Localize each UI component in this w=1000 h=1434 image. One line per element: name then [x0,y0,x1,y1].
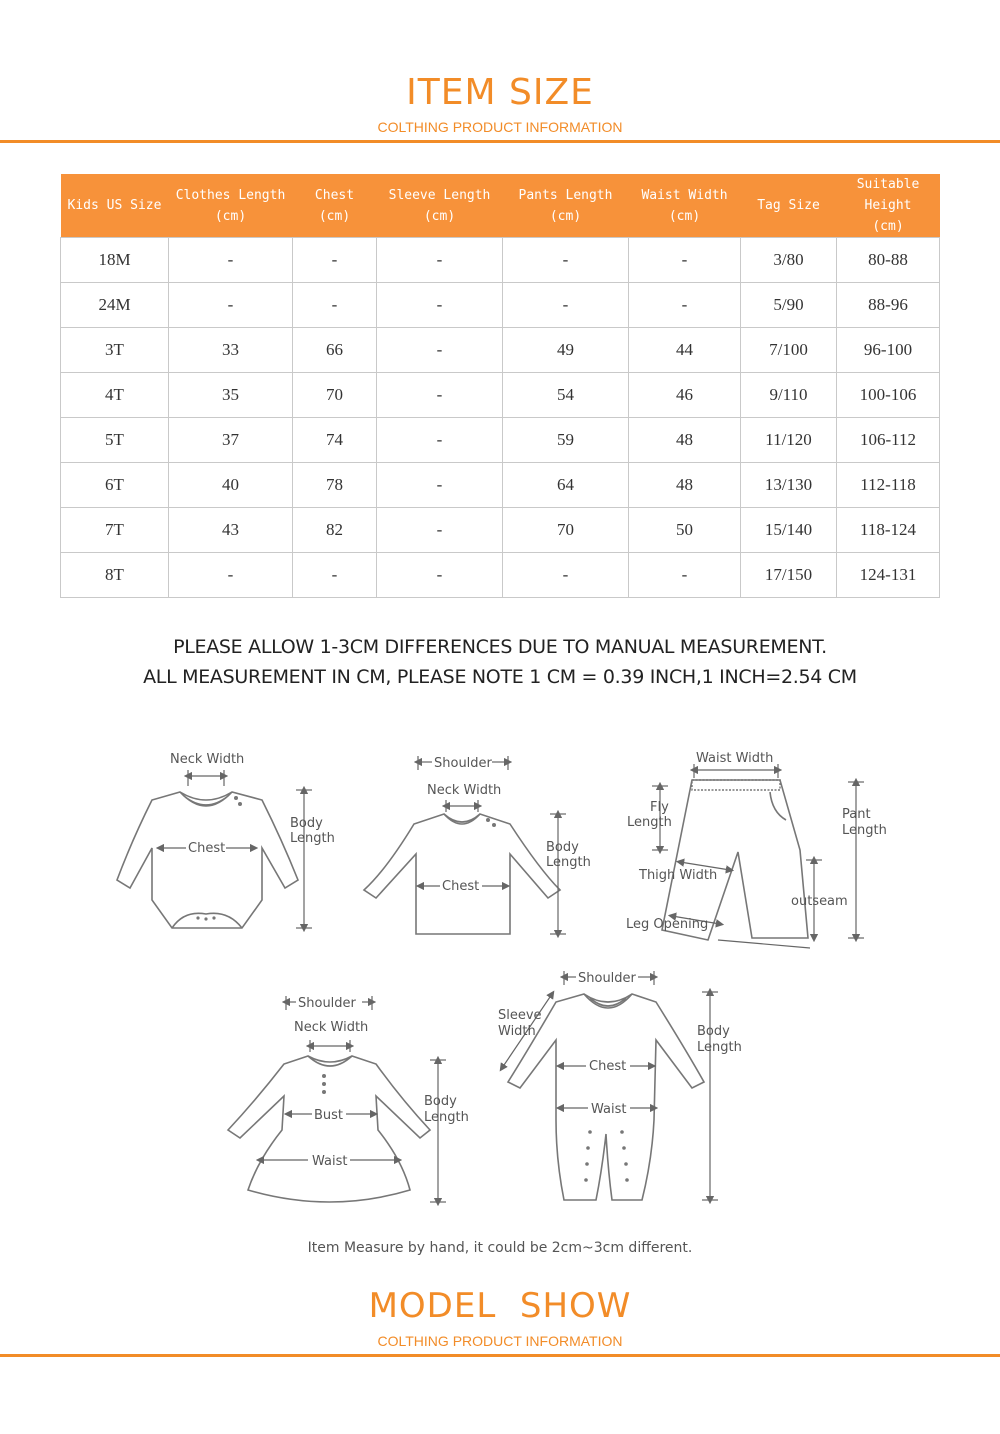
table-cell: 13/130 [741,463,837,508]
table-cell: 6T [61,463,169,508]
romper-width-label: Width [498,1024,536,1039]
pants-pocket [770,792,786,820]
header-waist-width: Waist Width (cm) [629,174,741,238]
table-row [61,508,940,553]
table-cell: 106-112 [837,418,940,463]
romper-diagram [498,971,742,1200]
table-cell: - [377,328,503,373]
table-row [61,418,940,463]
table-cell: - [629,283,741,328]
dress-bust-label: Bust [314,1108,344,1123]
table-cell: 4T [61,373,169,418]
pants-outseam-label: outseam [791,894,848,909]
shirt-shoulder-label: Shoulder [434,756,492,771]
header-tag-size: Tag Size [741,174,837,238]
table-cell: 15/140 [741,508,837,553]
table-cell: 82 [293,508,377,553]
table-cell: 70 [293,373,377,418]
table-cell: 40 [169,463,293,508]
table-cell: 5/90 [741,283,837,328]
bodysuit-leg-opening [172,913,242,928]
table-cell: - [293,238,377,283]
romper-sleeve-label: Sleeve [498,1008,542,1023]
table-cell: 7T [61,508,169,553]
romper-outline [508,994,704,1200]
table-cell: 11/120 [741,418,837,463]
dress-neck-width-label: Neck Width [294,1020,369,1035]
model-show-title: MODEL SHOW [368,1286,632,1326]
table-cell: 48 [629,463,741,508]
table-cell: 5T [61,418,169,463]
table-cell: 7/100 [741,328,837,373]
header-sleeve-length: Sleeve Length (cm) [377,174,503,238]
table-cell: - [377,373,503,418]
bodysuit-neck-width-label: Neck Width [170,752,245,767]
header-chest: Chest (cm) [293,174,377,238]
table-cell: 37 [169,418,293,463]
romper-body-label: Body [697,1024,730,1039]
dress-collar [308,1056,352,1066]
table-cell: - [629,238,741,283]
measurement-diagram [0,730,1000,1250]
table-cell: - [169,283,293,328]
shirt-chest-label: Chest [442,879,480,894]
dress-body-label: Body [424,1094,457,1109]
table-cell: - [169,553,293,598]
romper-length-label: Length [697,1040,742,1055]
model-show-divider [0,1354,1000,1357]
table-row [61,553,940,598]
dress-length-label: Length [424,1110,469,1125]
table-cell: 118-124 [837,508,940,553]
romper-chest-label: Chest [589,1059,627,1074]
bodysuit-diagram [117,752,335,928]
table-cell: 66 [293,328,377,373]
table-cell: 96-100 [837,328,940,373]
table-cell: 9/110 [741,373,837,418]
dress-diagram [228,996,469,1202]
table-cell: 8T [61,553,169,598]
measure-footnote: Item Measure by hand, it could be 2cm~3cm different. [307,1240,693,1256]
romper-collar [584,994,632,1008]
table-cell: 44 [629,328,741,373]
table-row [61,463,940,508]
table-cell: 112-118 [837,463,940,508]
table-cell: - [293,283,377,328]
shirt-length-label: Length [546,855,591,870]
header-clothes-length: Clothes Length (cm) [169,174,293,238]
shirt-neck-width-label: Neck Width [427,783,502,798]
table-cell: - [503,553,629,598]
table-cell: - [377,418,503,463]
dress-outline [228,1056,430,1202]
table-cell: 43 [169,508,293,553]
pants-fly-length-label: Length [627,815,672,830]
bodysuit-body-label: Body [290,816,323,831]
pants-pant-length-label: Length [842,823,887,838]
table-cell: 124-131 [837,553,940,598]
table-cell: - [377,553,503,598]
table-cell: 17/150 [741,553,837,598]
table-cell: - [377,238,503,283]
bodysuit-outline [117,792,298,928]
table-cell: 59 [503,418,629,463]
pants-waist-width-label: Waist Width [696,751,774,766]
table-cell: 70 [503,508,629,553]
pants-fly-label: Fly [650,800,669,815]
pants-outline [662,780,808,940]
table-cell: - [503,238,629,283]
shirt-outline [364,814,560,934]
table-cell: - [503,283,629,328]
measurement-note-2: ALL MEASUREMENT IN CM, PLEASE NOTE 1 CM = 0.39 INCH,1 INCH=2.54 CM [143,666,857,688]
table-cell: 3/80 [741,238,837,283]
shirt-diagram [364,756,591,934]
bodysuit-collar [180,792,232,806]
table-cell: 88-96 [837,283,940,328]
header-kids-us-size: Kids US Size [61,174,169,238]
table-cell: - [293,553,377,598]
model-show-subtitle: COLTHING PRODUCT INFORMATION [377,1333,623,1349]
bodysuit-chest-label: Chest [188,841,226,856]
item-size-divider [0,140,1000,143]
table-row [61,328,940,373]
table-cell: - [169,238,293,283]
table-cell: 35 [169,373,293,418]
table-row [61,373,940,418]
size-table [60,174,940,598]
table-cell: 24M [61,283,169,328]
table-cell: 3T [61,328,169,373]
pants-diagram [626,751,887,948]
table-cell: 54 [503,373,629,418]
table-cell: - [629,553,741,598]
header-pants-length: Pants Length (cm) [503,174,629,238]
table-cell: 49 [503,328,629,373]
bodysuit-length-label: Length [290,831,335,846]
measurement-note-1: PLEASE ALLOW 1-3CM DIFFERENCES DUE TO MANUAL MEASUREMENT. [173,636,827,658]
table-cell: 100-106 [837,373,940,418]
romper-shoulder-label: Shoulder [578,971,636,986]
table-cell: 50 [629,508,741,553]
table-cell: - [377,508,503,553]
item-size-title: ITEM SIZE [406,72,594,113]
table-row [61,283,940,328]
table-cell: 46 [629,373,741,418]
pants-thigh-width-label: Thigh Width [639,868,718,883]
dress-waist-label: Waist [312,1154,348,1169]
header-suitable-height: Suitable Height (cm) [837,174,940,238]
pants-leg-opening-label: Leg Opening [626,917,709,932]
romper-waist-label: Waist [591,1102,627,1117]
pants-pant-label: Pant [842,807,871,822]
table-cell: 64 [503,463,629,508]
item-size-subtitle: COLTHING PRODUCT INFORMATION [377,119,623,135]
shirt-body-label: Body [546,840,579,855]
pants-waistband [692,780,780,790]
table-cell: 33 [169,328,293,373]
table-cell: - [377,283,503,328]
table-cell: 78 [293,463,377,508]
table-cell: 80-88 [837,238,940,283]
dress-shoulder-label: Shoulder [298,996,356,1011]
table-cell: - [377,463,503,508]
table-cell: 74 [293,418,377,463]
table-cell: 18M [61,238,169,283]
table-cell: 48 [629,418,741,463]
table-row [61,238,940,283]
table-header-row [61,174,940,238]
